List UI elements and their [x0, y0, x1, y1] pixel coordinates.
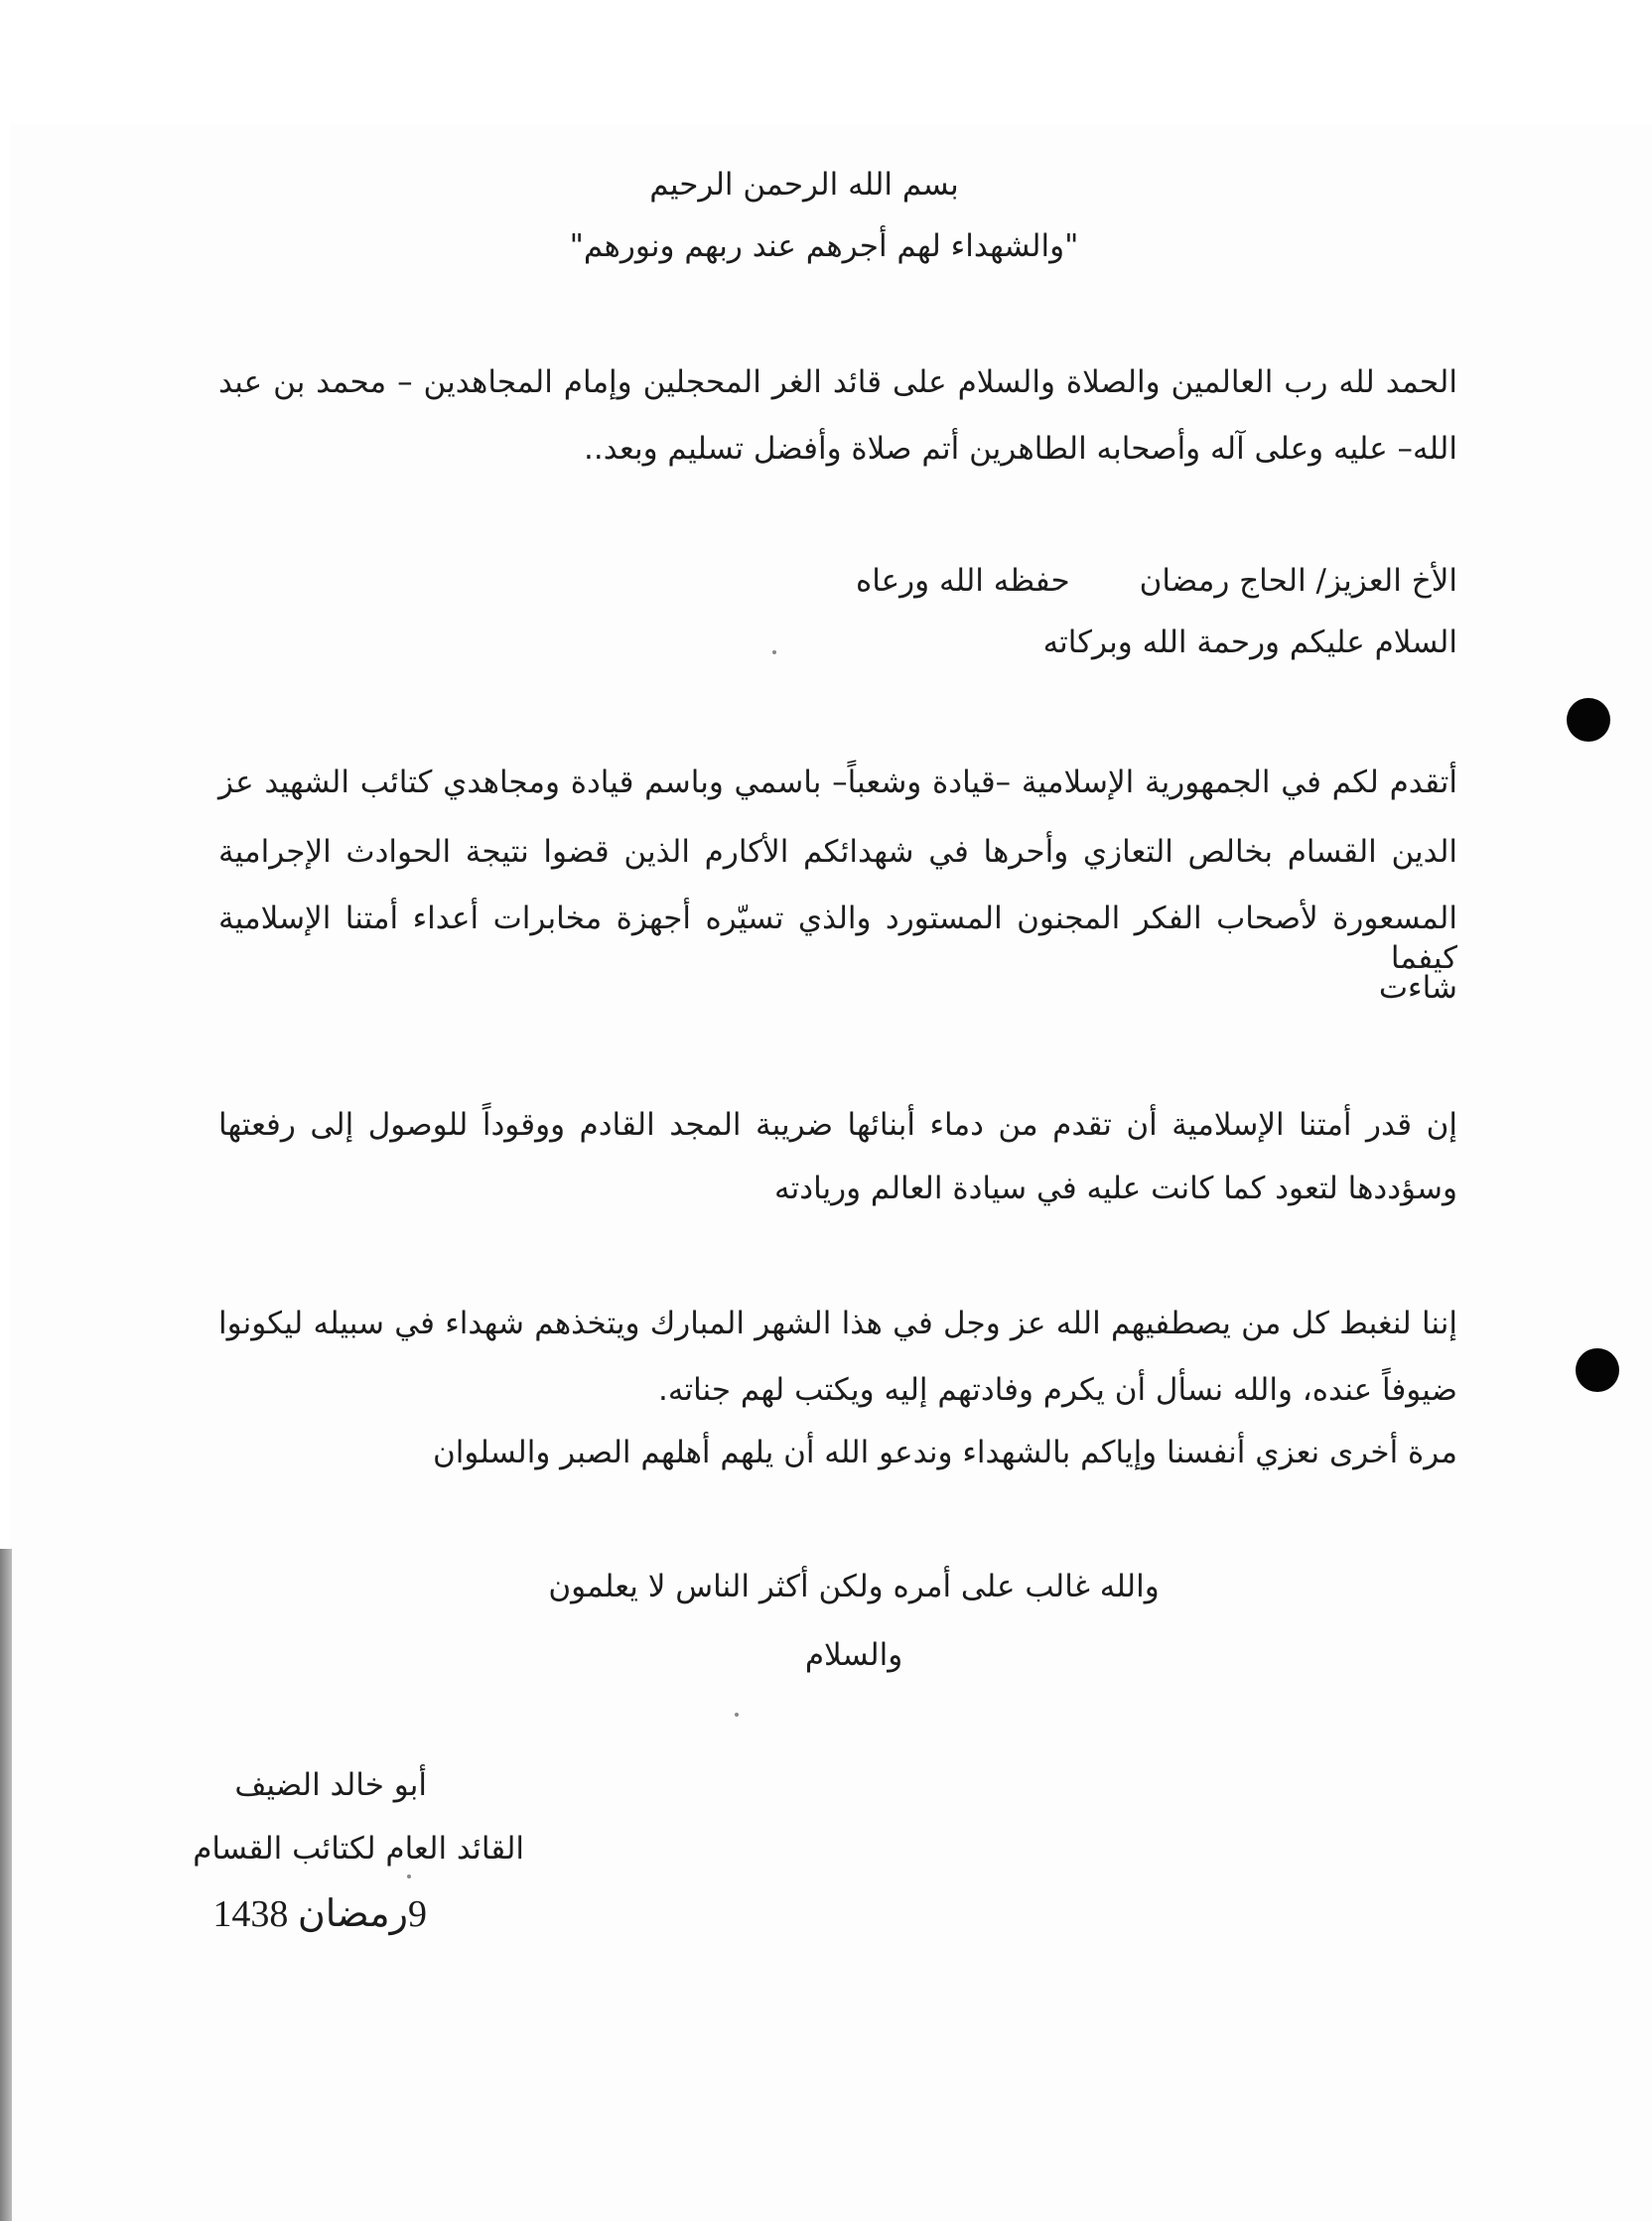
closing-salutation: والسلام	[804, 1637, 903, 1673]
paragraph-3-line-2: ضيوفاً عنده، والله نسأل أن يكرم وفادتهم إليه ويكتب لهم جناته.	[657, 1372, 1457, 1408]
paragraph-1-line-4: شاءت	[1378, 970, 1457, 1006]
basmala: بسم الله الرحمن الرحيم	[649, 167, 959, 203]
paragraph-3-line-1: إننا لنغبط كل من يصطفيهم الله عز وجل في هذا الشهر المبارك ويتخذهم شهداء في سبيله ليكونوا	[218, 1306, 1457, 1341]
scan-speck	[407, 1874, 411, 1878]
scan-speck	[735, 1713, 739, 1717]
greeting: السلام عليكم ورحمة الله وبركاته	[1042, 625, 1457, 660]
signature-date: 9رمضان 1438	[212, 1893, 427, 1935]
paragraph-2-line-2: وسؤددها لتعود كما كانت عليه في سيادة العالم وريادته	[774, 1171, 1457, 1206]
signature-title: القائد العام لكتائب القسام	[193, 1831, 524, 1867]
paragraph-1-line-2: الدين القسام بخالص التعازي وأحرها في شهدائكم الأكارم الذين قضوا نتيجة الحوادث الإجرامية	[218, 834, 1457, 870]
paragraph-1-line-3: المسعورة لأصحاب الفكر المجنون المستورد والذي تسيّره أجهزة مخابرات أعداء أمتنا الإسلامية كيفما	[218, 901, 1457, 976]
addressee-name: الأخ العزيز/ الحاج رمضان	[1139, 563, 1457, 599]
paragraph-1-line-1: أتقدم لكم في الجمهورية الإسلامية –قيادة وشعباً– باسمي وباسم قيادة ومجاهدي كتائب الشهيد عز	[218, 764, 1457, 800]
punch-hole-top	[1567, 698, 1610, 742]
paragraph-2-line-1: إن قدر أمتنا الإسلامية أن تقدم من دماء أبنائها ضريبة المجد القادم ووقوداً للوصول إلى رفعتها	[218, 1107, 1457, 1143]
opening-line-2: الله– عليه وعلى آله وأصحابه الطاهرين أتم صلاة وأفضل تسليم وبعد..	[584, 431, 1457, 467]
addressee-line	[496, 561, 1457, 601]
page-edge-shadow	[0, 1549, 12, 2221]
addressee-blessing: حفظه الله ورعاه	[855, 563, 1070, 599]
signature-name: أبو خالد الضيف	[234, 1767, 427, 1803]
opening-line-1: الحمد لله رب العالمين والصلاة والسلام على قائد الغر المحجلين وإمام المجاهدين – محمد بن عبد	[218, 364, 1457, 400]
closing-verse: والله غالب على أمره ولكن أكثر الناس لا يعلمون	[548, 1569, 1160, 1604]
punch-hole-bottom	[1576, 1348, 1619, 1392]
opening-verse: "والشهداء لهم أجرهم عند ربهم ونورهم"	[569, 228, 1079, 264]
paragraph-3-line-3: مرة أخرى نعزي أنفسنا وإياكم بالشهداء وندعو الله أن يلهم أهلهم الصبر والسلوان	[432, 1435, 1457, 1470]
top-margin	[0, 0, 1652, 119]
